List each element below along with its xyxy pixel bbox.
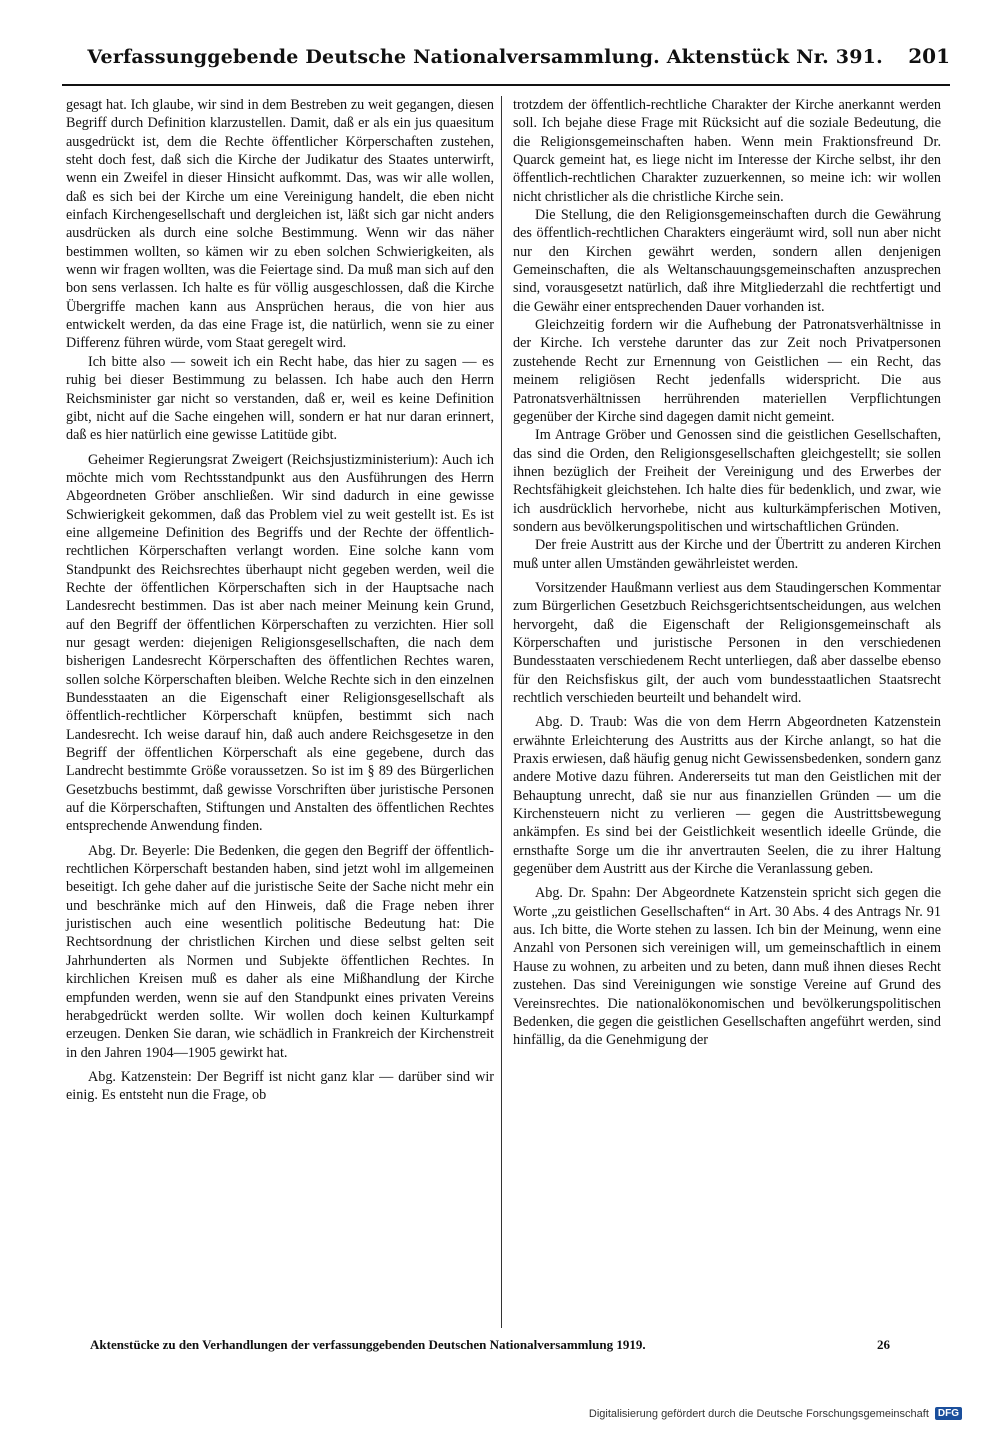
paragraph: trotzdem der öffentlich-rechtliche Charakter der Kirche anerkannt werden soll. Ich bejahe diese Frage mit Rücksicht auf die soziale Bedeutung, die die Religionsgemeinschaften haben. Wenn mein Fraktionsfreund Dr. Quarck gemeint hat, es liege nicht im Interesse der Kirche selbst, ihr den öffentlich-rechtlichen Charakter zuzuerkennen, so meine ich: wir wollen nicht christlicher als die christliche Kirche sein. [513, 97, 941, 205]
digitization-credit [589, 1407, 962, 1420]
paragraph: Ich bitte also — soweit ich ein Recht habe, das hier zu sagen — es ruhig bei dieser Bestimmung zu belassen. Ich habe auch den Herrn Reichsminister gar nicht so verstanden, daß er, weil es keine Definition gibt, nicht auf die Sache eingehen will, sondern er hat nur daran erinnert, daß es hier natürlich eine gewisse Latitüde gibt. [66, 353, 494, 444]
paragraph: Abg. D. Traub: Was die von dem Herrn Abgeordneten Katzenstein erwähnte Erleichterung des Austritts aus der Kirche anlangt, so hat die Praxis erwiesen, daß häufig genug nicht Gewissensbedenken, sondern ganz andere Motive dazu führen. Andererseits tut man den Geistlichen mit der Behauptung unrecht, daß sie nur aus finanziellen Gründen — um die Kirchensteuern nicht zu verlieren — gegen die Austrittsbewegung ankämpfen. Es sind bei der Geistlichkeit wesentlich ideelle Gründe, die ernsthafte Sorge um die ihr anvertrauten Seelen, die zu ihrer Haltung gegenüber dem Austritt aus der Kirche die Veranlassung geben. [513, 714, 941, 878]
right-column [513, 96, 941, 1050]
paragraph: Abg. Dr. Beyerle: Die Bedenken, die gegen den Begriff der öffentlich-rechtlichen Körperschaft bestanden haben, sind jetzt wohl im allgemeinen beseitigt. Ich gehe daher auf die juristische Seite der Sache nicht mehr ein und beschränke mich auf den Hinweis, daß die Frage neben ihrer juristischen auch eine wesentlich politische Bedeutung hat: Die Rechtsordnung der christlichen Kirchen und diese selbst gelten seit Jahrhunderten als Normen und Subjekte öffentlichen Rechtes. In kirchlichen Kreisen muß es daher als eine Mißhandlung der Kirche empfunden werden, wenn sie auf den Standpunkt eines privaten Vereins herabgedrückt werden sollte. Wir wollen doch keinen Kulturkampf erzeugen. Denken Sie daran, wie schädlich in Frankreich der Kirchenstreit in den Jahren 1904—1905 gewirkt hat. [66, 842, 494, 1061]
paragraph: gesagt hat. Ich glaube, wir sind in dem Bestreben zu weit gegangen, diesen Begriff durch Definition klarzustellen. Damit, daß er als ein jus quaesitum ausgedrückt ist, dem die Rechte öffentlicher Körperschaften zustehen, steht doch fest, daß sich die Kirche der Judikatur des Staates unterwirft, wenn ein Zweifel in dieser Hinsicht aufkommt. Das, was wir alle wollen, daß es sich bei der Kirche um eine Vereinigung handelt, die eben nicht einfach Kirchengesellschaft und dergleichen ist, läßt sich gar nicht anders ausdrücken als durch eine solche Bestimmung. Wenn wir das näher bestimmen wollten, so kämen wir zu eben solchen Schwierigkeiten, als wenn wir fragen wollten, was die Feiertage sind. Da muß man sich auf den bon sens verlassen. Ich halte es für völlig ausgeschlossen, daß die Kirche Übergriffe machen kann aus Ansprüchen heraus, die von hier aus entwickelt werden, da das eine Frage ist, die natürlich, wenn sie zu einer Differenz führen würde, vom Staat geregelt wird. [66, 97, 494, 352]
page-title: Verfassunggebende Deutsche Nationalversammlung. Aktenstück Nr. 391. [87, 46, 883, 68]
page-number: 201 [908, 44, 950, 68]
paragraph: Abg. Dr. Spahn: Der Abgeordnete Katzenstein spricht sich gegen die Worte „zu geistlichen Gesellschaften“ in Art. 30 Abs. 4 des Antrags Nr. 91 aus. Ich bitte, die Worte stehen zu lassen. Ich bin der Meinung, wenn eine Anzahl von Personen sich vereinigen will, um gemeinschaftlich in einem Hause zu wohnen, zu arbeiten und zu beten, dann muß ihnen dieses Recht zustehen. Das sind Vereinigungen wie sonstige Vereine auf Grund des Vereinsrechtes. Die nationalökonomischen und bevölkerungspolitischen Bedenken, die gegen die geistlichen Gesellschaften angeführt werden, sind hinfällig, da die Genehmigung der [513, 885, 941, 1049]
credit-text: Digitalisierung gefördert durch die Deutsche Forschungsgemeinschaft [588, 1407, 929, 1420]
page-header [62, 44, 950, 86]
paragraph: Gleichzeitig fordern wir die Aufhebung der Patronatsverhältnisse in der Kirche. Ich verstehe darunter das zur Zeit noch Privatpersonen zustehende Recht zur Ernennung von Geistlichen — ein Recht, das meinem religiösen Recht jedenfalls widerspricht. Die aus Patronatsverhältnissen herrührenden materiellen Verpflichtungen gegenüber der Kirche sind dagegen damit nicht gemeint. [513, 317, 941, 425]
paragraph: Im Antrage Gröber und Genossen sind die geistlichen Gesellschaften, das sind die Orden, den Religionsgesellschaften gleichgestellt; sie sollen ihnen bezüglich der Freiheit der Vereinigung und des Erwerbes der Rechtsfähigkeit gleichstehen. Ich halte dies für bedenklich, und zwar, wie ich ausdrücklich hervorhebe, nicht aus kulturkämpferischen Motiven, sondern aus bevölkerungspolitischen und wirtschaftlichen Gründen. [513, 427, 941, 535]
paragraph: Die Stellung, die den Religionsgemeinschaften durch die Gewährung des öffentlich-rechtlichen Charakters eingeräumt wird, soll nun aber nicht nur den Kirchen gewährt werden, sondern allen denjenigen Gemeinschaften, die als Weltanschauungsgemeinschaften anzusprechen sind, vorausgesetzt natürlich, daß ihre Mitgliederzahl die rechtfertigt und die Gewähr einer entsprechenden Dauer vorhanden ist. [513, 207, 941, 315]
dfg-logo: DFG [935, 1407, 962, 1420]
paragraph: Geheimer Regierungsrat Zweigert (Reichsjustizministerium): Auch ich möchte mich vom Rechtsstandpunkt aus den Ausführungen des Herrn Abgeordneten Gröber anschließen. Wir sind dadurch in eine gewisse Schwierigkeit gekommen, daß das Problem viel zu weit gestellt ist. Es ist eine allgemeine Definition des Begriffs und der Rechte der öffentlich-rechtlichen Körperschaften verlangt worden. Eine solche kann vom Standpunkt des Reichsrechtes überhaupt nicht gegeben werden, weil die Rechte der öffentlichen Körperschaften sich in der Hauptsache nach Landesrecht bestimmen. Das ist aber nach meiner Meinung kein Grund, auf den Begriff der öffentlichen Körperschaften zu verzichten. Hier soll nur gesagt werden: diejenigen Religionsgesellschaften, die nach dem bisherigen Landesrecht Körperschaften des öffentlichen Rechtes waren, sollen solche Körperschaften bleiben. Welche Rechte sich in den einzelnen Bundesstaaten an die Eigenschaft einer Religionsgesellschaft als öffentlich-rechtlicher Körperschaft knüpfen, bestimmt sich nach Landesrecht. Ich weise darauf hin, daß auch andere Reichsgesetze in den Begriff der öffentlichen Körperschaft als eine gegebene, durch das Landrecht bestimmte Größe voraussetzen. So ist im § 89 des Bürgerlichen Gesetzbuchs bestimmt, daß gewisse Vorschriften über juristische Personen auf die Körperschaften, Stiftungen und Anstalten des öffentlichen Rechtes entsprechende Anwendung finden. [66, 451, 494, 835]
sheet-number: 26 [877, 1337, 890, 1352]
paragraph: Vorsitzender Haußmann verliest aus dem Staudingerschen Kommentar zum Bürgerlichen Gesetzbuch Reichsgerichtsentscheidungen, aus welchen hervorgeht, daß die Eigenschaft der Religionsgemeinschaft als Körperschaften und juristische Personen in den verschiedenen Bundesstaaten verschiedenem Recht unterliegen, daß aber dasselbe ebenso für den Reichsfiskus gilt, der auch vom bundesstaatlichen Staatsrecht rechtlich verschieden beurteilt und behandelt wird. [513, 579, 941, 706]
paragraph: Der freie Austritt aus der Kirche und der Übertritt zu anderen Kirchen muß unter allen Umständen gewährleistet werden. [513, 537, 941, 572]
left-column [66, 96, 494, 1105]
paragraph: Abg. Katzenstein: Der Begriff ist nicht ganz klar — darüber sind wir einig. Es entsteht nun die Frage, ob [66, 1068, 494, 1104]
page-footer [90, 1337, 890, 1353]
footer-text: Aktenstücke zu den Verhandlungen der verfassunggebenden Deutschen Nationalversammlung 1919. [90, 1337, 646, 1352]
column-divider [501, 96, 502, 1328]
